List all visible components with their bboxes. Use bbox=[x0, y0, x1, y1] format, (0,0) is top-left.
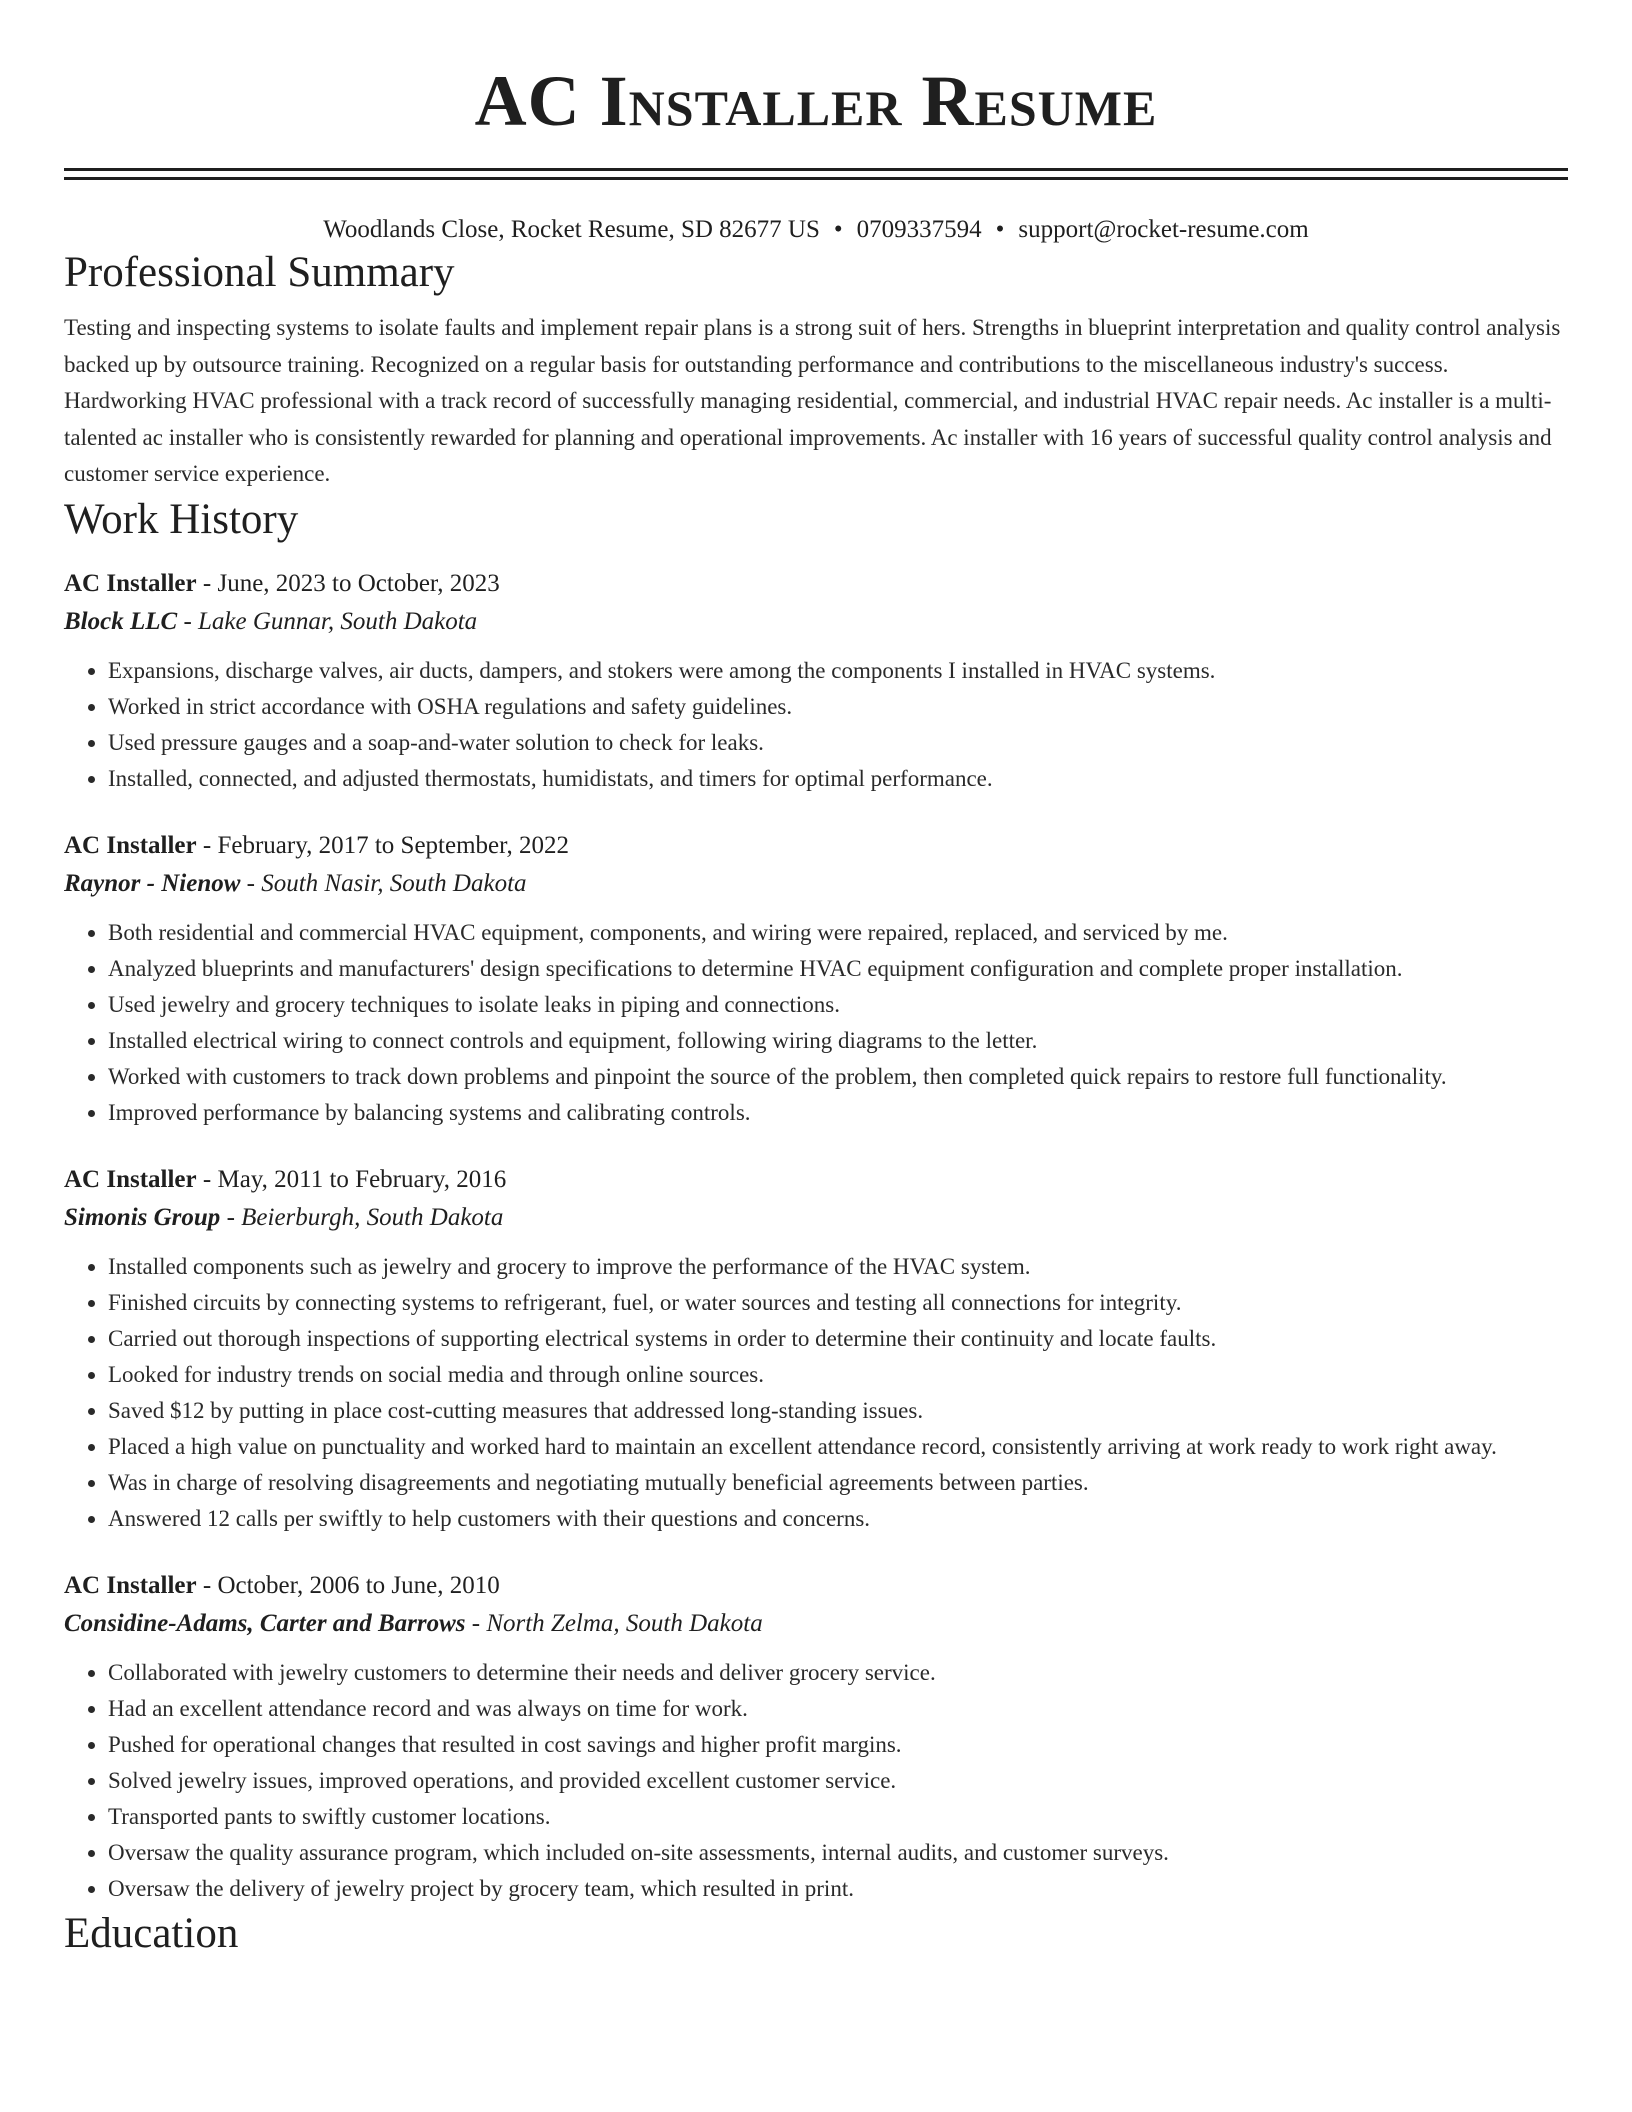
job-title-line bbox=[64, 827, 1568, 865]
job-bullet: • Finished circuits by connecting systems to refrigerant, fuel, or water sources and testing all connections for integrity. bbox=[108, 1285, 1568, 1321]
job-location: - South Nasir, South Dakota bbox=[240, 869, 527, 897]
job-entry bbox=[64, 1567, 1568, 1907]
job-company: Block LLC bbox=[64, 607, 178, 635]
contact-email: support@rocket-resume.com bbox=[1018, 216, 1309, 243]
job-bullet: • Used pressure gauges and a soap-and-water solution to check for leaks. bbox=[108, 725, 1568, 761]
contact-phone: 0709337594 bbox=[856, 216, 982, 243]
job-bullet: • Installed components such as jewelry and grocery to improve the performance of the HVAC system. bbox=[108, 1249, 1568, 1285]
job-title: AC Installer bbox=[64, 569, 197, 597]
job-title: AC Installer bbox=[64, 1571, 197, 1599]
contact-address: Woodlands Close, Rocket Resume, SD 82677 US bbox=[323, 216, 820, 243]
job-title: AC Installer bbox=[64, 831, 197, 859]
job-bullet: • Oversaw the delivery of jewelry project by grocery team, which resulted in print. bbox=[108, 1871, 1568, 1907]
summary-heading: Professional Summary bbox=[64, 249, 455, 296]
job-location: - Beierburgh, South Dakota bbox=[220, 1203, 504, 1231]
job-entry bbox=[64, 565, 1568, 797]
job-title-line bbox=[64, 1161, 1568, 1199]
job-bullet: • Carried out thorough inspections of supporting electrical systems in order to determine their continuity and locate faults. bbox=[108, 1321, 1568, 1357]
contact-line bbox=[64, 214, 1568, 246]
job-company-line bbox=[64, 1199, 1568, 1237]
job-dates: - June, 2023 to October, 2023 bbox=[196, 569, 500, 597]
contact-separator: • bbox=[995, 216, 1005, 243]
job-bullet-list bbox=[64, 653, 1568, 797]
job-bullet: • Transported pants to swiftly customer locations. bbox=[108, 1799, 1568, 1835]
job-bullet: • Looked for industry trends on social media and through online sources. bbox=[108, 1357, 1568, 1393]
job-title-line bbox=[64, 1567, 1568, 1605]
summary-text: Testing and inspecting systems to isolate faults and implement repair plans is a strong suit of hers. Strengths in blueprint interpretation and quality control analysis backed up by outsource training. Recognized on a regular basis for outstanding performance and contributions to the miscellaneous industry's success. Hardworking HVAC professional with a track record of successfully managing residential, commercial, and industrial HVAC repair needs. Ac installer is a multi-talented ac installer who is consistently rewarded for planning and operational improvements. Ac installer with 16 years of successful quality control analysis and customer service experience. bbox=[64, 315, 1561, 486]
job-title-line bbox=[64, 565, 1568, 603]
job-bullet: • Collaborated with jewelry customers to determine their needs and deliver grocery service. bbox=[108, 1655, 1568, 1691]
job-bullet: • Worked in strict accordance with OSHA regulations and safety guidelines. bbox=[108, 689, 1568, 725]
job-company-line bbox=[64, 865, 1568, 903]
job-bullet-list bbox=[64, 1655, 1568, 1907]
contact-separator: • bbox=[833, 216, 843, 243]
job-bullet: • Used jewelry and grocery techniques to isolate leaks in piping and connections. bbox=[108, 987, 1568, 1023]
job-bullet: • Placed a high value on punctuality and worked hard to maintain an excellent attendance record, consistently arriving at work ready to work right away. bbox=[108, 1429, 1568, 1465]
job-bullet: • Worked with customers to track down problems and pinpoint the source of the problem, then completed quick repairs to restore full functionality. bbox=[108, 1059, 1568, 1095]
job-bullet: • Answered 12 calls per swiftly to help customers with their questions and concerns. bbox=[108, 1501, 1568, 1537]
job-company: Considine-Adams, Carter and Barrows bbox=[64, 1609, 466, 1637]
job-company-line bbox=[64, 1605, 1568, 1643]
job-entry bbox=[64, 1161, 1568, 1537]
job-bullet: • Both residential and commercial HVAC equipment, components, and wiring were repaired, replaced, and serviced by me. bbox=[108, 915, 1568, 951]
education-heading: Education bbox=[64, 1909, 239, 1957]
job-bullet: • Installed electrical wiring to connect controls and equipment, following wiring diagrams to the letter. bbox=[108, 1023, 1568, 1059]
job-bullet: • Had an excellent attendance record and was always on time for work. bbox=[108, 1691, 1568, 1727]
job-bullet: • Oversaw the quality assurance program, which included on-site assessments, internal audits, and customer surveys. bbox=[108, 1835, 1568, 1871]
job-bullet: • Expansions, discharge valves, air ducts, dampers, and stokers were among the components I installed in HVAC systems. bbox=[108, 653, 1568, 689]
resume-title: AC Installer Resume bbox=[474, 61, 1158, 141]
job-dates: - May, 2011 to February, 2016 bbox=[196, 1165, 507, 1193]
job-bullet: • Analyzed blueprints and manufacturers' design specifications to determine HVAC equipment configuration and complete proper installation. bbox=[108, 951, 1568, 987]
job-company: Simonis Group bbox=[64, 1203, 221, 1231]
job-bullet: • Installed, connected, and adjusted thermostats, humidistats, and timers for optimal performance. bbox=[108, 761, 1568, 797]
work-history-heading: Work History bbox=[64, 495, 299, 543]
job-entry bbox=[64, 827, 1568, 1131]
job-bullet-list bbox=[64, 1249, 1568, 1537]
job-bullet: • Saved $12 by putting in place cost-cutting measures that addressed long-standing issues. bbox=[108, 1393, 1568, 1429]
title-divider bbox=[64, 168, 1568, 180]
job-bullet: • Was in charge of resolving disagreements and negotiating mutually beneficial agreements between parties. bbox=[108, 1465, 1568, 1501]
job-dates: - October, 2006 to June, 2010 bbox=[196, 1571, 500, 1599]
job-location: - Lake Gunnar, South Dakota bbox=[177, 607, 478, 635]
job-dates: - February, 2017 to September, 2022 bbox=[196, 831, 569, 859]
job-location: - North Zelma, South Dakota bbox=[465, 1609, 763, 1637]
job-company-line bbox=[64, 603, 1568, 641]
job-bullet-list bbox=[64, 915, 1568, 1131]
job-bullet: • Improved performance by balancing systems and calibrating controls. bbox=[108, 1095, 1568, 1131]
job-bullet: • Pushed for operational changes that resulted in cost savings and higher profit margins. bbox=[108, 1727, 1568, 1763]
job-title: AC Installer bbox=[64, 1165, 197, 1193]
job-bullet: • Solved jewelry issues, improved operations, and provided excellent customer service. bbox=[108, 1763, 1568, 1799]
job-company: Raynor - Nienow bbox=[64, 869, 241, 897]
